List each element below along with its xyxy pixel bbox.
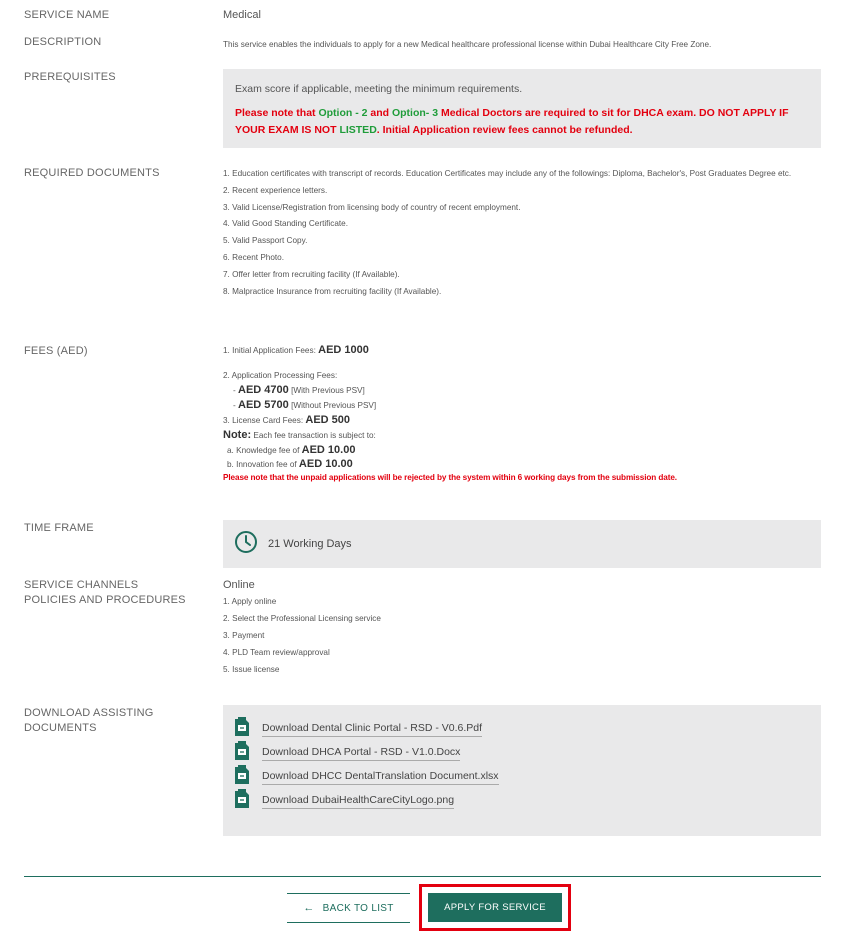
service-channels-row xyxy=(24,578,821,688)
processing-fee-2: - AED 5700 [Without Previous PSV] xyxy=(233,399,377,411)
list-item: 7. Offer letter from recruiting facility (If Available). xyxy=(223,269,400,279)
service-name-row xyxy=(24,8,821,26)
service-channels-details xyxy=(223,578,821,678)
list-item: 8. Malpractice Insurance from recruiting facility (If Available). xyxy=(223,286,442,296)
prerequisites-box xyxy=(223,69,821,148)
listed-text: LISTED xyxy=(339,124,377,136)
downloads-label: DOWNLOAD ASSISTING DOCUMENTS xyxy=(24,707,154,734)
fees-row xyxy=(24,343,821,513)
fee-note: Note: Each fee transaction is subject to: xyxy=(223,429,376,441)
prerequisites-label: PREREQUISITES xyxy=(24,71,116,83)
list-item: 3. Payment xyxy=(223,631,265,640)
description-label: DESCRIPTION xyxy=(24,36,102,48)
processing-fee-1: - AED 4700 [With Previous PSV] xyxy=(233,384,365,396)
list-item: 2. Recent experience letters. xyxy=(223,185,328,195)
download-link[interactable]: Download DHCC DentalTranslation Document.xlsx xyxy=(262,770,499,785)
list-item: 5. Valid Passport Copy. xyxy=(223,236,308,246)
required-documents-label: REQUIRED DOCUMENTS xyxy=(24,167,160,179)
prerequisites-row xyxy=(24,69,821,159)
prerequisites-text: Exam score if applicable, meeting the minimum requirements. xyxy=(235,83,523,95)
list-item: 6. Recent Photo. xyxy=(223,252,284,262)
apply-highlight-frame xyxy=(419,884,571,931)
list-item: 1. Education certificates with transcript of records. Education Certificates may include any of the followings: Diploma, Bachelor's, Post Graduates Degree etc. xyxy=(223,169,792,178)
download-item[interactable] xyxy=(234,717,821,741)
unpaid-warning: Please note that the unpaid applications will be rejected by the system within 6 working days from the submission date. xyxy=(223,473,677,482)
list-item: 5. Issue license xyxy=(223,665,280,674)
back-to-list-label: BACK TO LIST xyxy=(322,902,394,914)
list-item: 2. Select the Professional Licensing service xyxy=(223,614,381,623)
download-item[interactable] xyxy=(234,765,821,789)
fees-details xyxy=(223,343,821,484)
description-value: This service enables the individuals to apply for a new Medical healthcare professional license within Dubai Healthcare City Free Zone. xyxy=(223,40,712,49)
service-channels-label: SERVICE CHANNELS POLICIES AND PROCEDURES xyxy=(24,579,186,606)
time-frame-value: 21 Working Days xyxy=(268,538,352,550)
download-item[interactable] xyxy=(234,741,821,765)
procedure-steps xyxy=(223,593,821,678)
time-frame-row xyxy=(24,520,821,570)
required-documents-row xyxy=(24,165,821,325)
required-documents-list xyxy=(223,166,821,300)
option-3-text: Option- 3 xyxy=(391,107,439,119)
downloads-row xyxy=(24,705,821,836)
card-fee: 3. License Card Fees: AED 500 xyxy=(223,414,351,426)
initial-fee: 1. Initial Application Fees: AED 1000 xyxy=(223,344,369,356)
downloads-box xyxy=(223,705,821,836)
time-frame-box xyxy=(223,520,821,568)
apply-for-service-label: APPLY FOR SERVICE xyxy=(444,902,546,913)
download-item[interactable] xyxy=(234,789,821,813)
document-icon xyxy=(234,741,250,766)
service-name-value: Medical xyxy=(223,9,261,21)
list-item: 3. Valid License/Registration from licensing body of country of recent employment. xyxy=(223,202,521,212)
arrow-left-icon: ← xyxy=(303,902,315,914)
list-item: 1. Apply online xyxy=(223,597,277,606)
download-link[interactable]: Download DubaiHealthCareCityLogo.png xyxy=(262,794,454,809)
processing-fee-label: 2. Application Processing Fees: xyxy=(223,371,338,380)
channel-online: Online xyxy=(223,579,255,591)
option-2-text: Option - 2 xyxy=(318,107,368,119)
document-icon xyxy=(234,765,250,790)
footer-divider xyxy=(24,876,821,877)
time-frame-label: TIME FRAME xyxy=(24,522,94,534)
document-icon xyxy=(234,789,250,814)
apply-for-service-button[interactable] xyxy=(428,893,562,922)
list-item: 4. Valid Good Standing Certificate. xyxy=(223,219,349,229)
fees-label: FEES (AED) xyxy=(24,345,88,357)
download-link[interactable]: Download Dental Clinic Portal - RSD - V0.6.Pdf xyxy=(262,722,482,737)
knowledge-fee: a. Knowledge fee of AED 10.00 xyxy=(227,444,356,456)
prerequisites-warning: Please note that Option - 2 and Option- 3 Medical Doctors are required to sit for DHCA exam. DO NOT APPLY IF YOUR EXAM IS NOT LISTED. Initial Application review fees cannot be refunded. xyxy=(235,107,789,136)
document-icon xyxy=(234,717,250,742)
clock-icon xyxy=(234,530,258,559)
description-row xyxy=(24,35,821,53)
service-name-label: SERVICE NAME xyxy=(24,9,110,21)
back-to-list-button[interactable] xyxy=(287,893,410,923)
download-link[interactable]: Download DHCA Portal - RSD - V1.0.Docx xyxy=(262,746,460,761)
list-item: 4. PLD Team review/approval xyxy=(223,648,330,657)
innovation-fee: b. Innovation fee of AED 10.00 xyxy=(227,458,353,470)
